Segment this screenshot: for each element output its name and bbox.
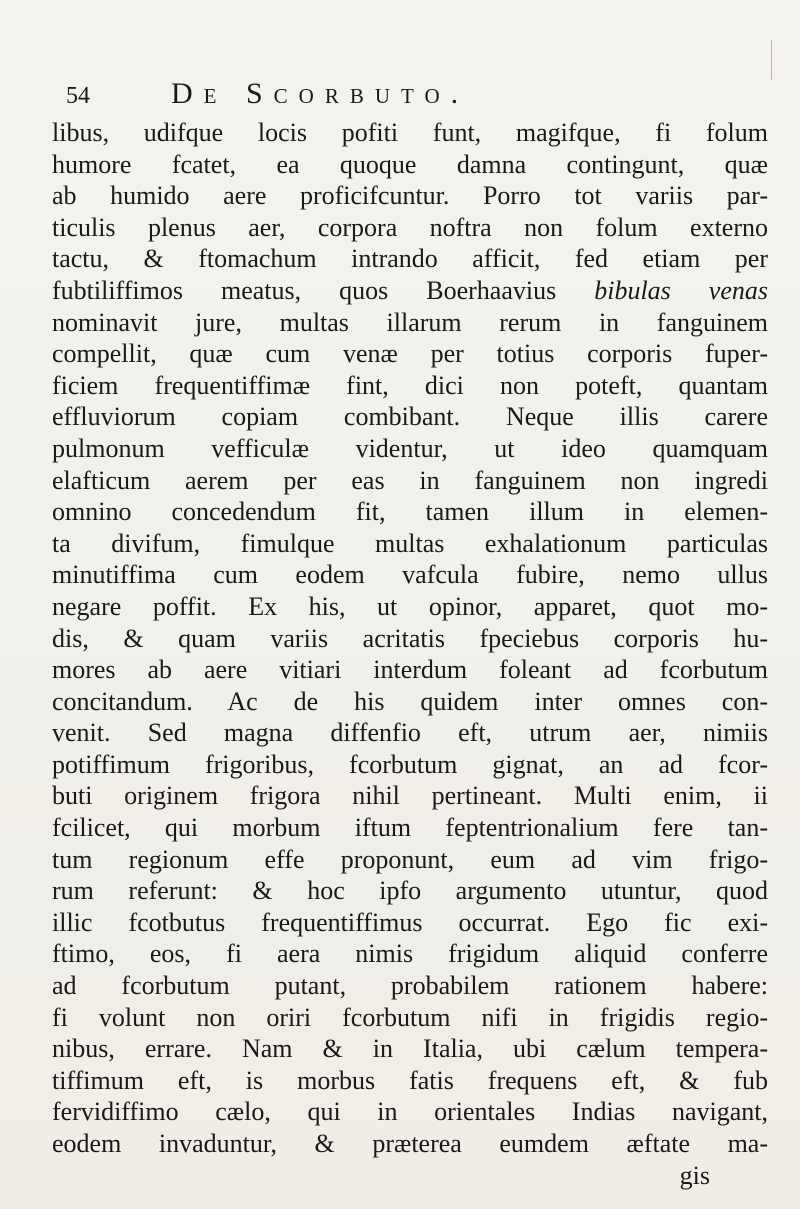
text-line: compellit, quæ cum venæ per totius corporis fuper- (52, 339, 768, 369)
text-line: tactu, & ftomachum intrando afficit, fed etiam per (52, 244, 768, 274)
text-line: effluviorum copiam combibant. Neque illis carere (52, 402, 768, 432)
text-line: potiffimum frigoribus, fcorbutum gignat, an ad fcor- (52, 749, 768, 779)
text-line: pulmonum vefficulæ videntur, ut ideo quamquam (52, 433, 768, 463)
body-text (52, 117, 768, 1191)
page-edge-mark (771, 40, 772, 80)
text-line: venit. Sed magna diffenfio eft, utrum aer, nimiis (52, 718, 768, 748)
page-number: 54 (66, 83, 90, 109)
text-line: negare poffit. Ex his, ut opinor, apparet, quot mo- (52, 591, 768, 621)
text-line: minutiffima cum eodem vafcula fubire, nemo ullus (52, 560, 768, 590)
text-line: dis, & quam variis acritatis fpeciebus corporis hu- (52, 623, 768, 653)
text-line: nibus, errare. Nam & in Italia, ubi cælum tempera- (52, 1034, 768, 1064)
text-line: fcilicet, qui morbum iftum feptentrionalium fere tan- (52, 813, 768, 843)
text-line: ficiem frequentiffimæ fint, dici non poteft, quantam (52, 370, 768, 400)
text-run: fubtiliffimos meatus, quos Boerhaavius (52, 275, 595, 305)
page-header (52, 77, 672, 117)
text-line: tum regionum effe proponunt, eum ad vim frigo- (52, 844, 768, 874)
text-line: mores ab aere vitiari interdum foleant ad fcorbutum (52, 655, 768, 685)
italic-term: bibulas venas (594, 275, 768, 305)
text-line: ftimo, eos, fi aera nimis frigidum aliquid conferre (52, 939, 768, 969)
text-line: omnino concedendum fit, tamen illum in elemen- (52, 497, 768, 527)
text-line: ticulis plenus aer, corpora noftra non folum externo (52, 212, 768, 242)
text-line: fervidiffimo cælo, qui in orientales Indias navigant, (52, 1097, 768, 1127)
text-line: fi volunt non oriri fcorbutum nifi in frigidis regio- (52, 1002, 768, 1032)
text-line: illic fcotbutus frequentiffimus occurrat. Ego fic exi- (52, 907, 768, 937)
text-line: ta divifum, fimulque multas exhalationum particulas (52, 528, 768, 558)
text-line (52, 275, 768, 307)
text-line: elafticum aerem per eas in fanguinem non ingredi (52, 465, 768, 495)
text-line: nominavit jure, multas illarum rerum in fanguinem (52, 307, 768, 337)
text-line: eodem invaduntur, & præterea eumdem æftate ma- (52, 1129, 768, 1158)
text-line: libus, udifque locis pofiti funt, magifque, fi folum (52, 118, 768, 147)
text-line: ab humido aere proficifcuntur. Porro tot variis par- (52, 181, 768, 211)
catchword: gis (679, 1160, 710, 1190)
text-line: humore fcatet, ea quoque damna contingunt, quæ (52, 149, 768, 179)
text-line: buti originem frigora nihil pertineant. Multi enim, ii (52, 781, 768, 811)
text-line: concitandum. Ac de his quidem inter omnes con- (52, 686, 768, 716)
text-line: ad fcorbutum putant, probabilem rationem habere: (52, 971, 768, 1001)
text-line: rum referunt: & hoc ipfo argumento utuntur, quod (52, 876, 768, 906)
text-line: tiffimum eft, is morbus fatis frequens eft, & fub (52, 1065, 768, 1095)
running-title: De Scorbuto. (171, 77, 470, 110)
